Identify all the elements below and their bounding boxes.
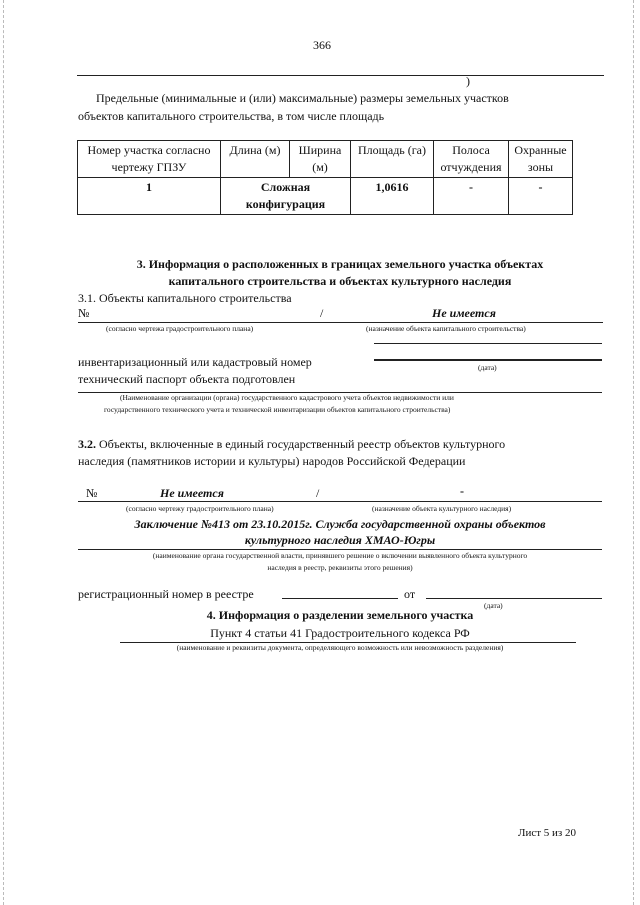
conclusion-line2: культурного наследия ХМАО-Югры <box>244 533 436 547</box>
section31-heading: 3.1. Объекты капитального строительства <box>78 291 292 305</box>
table-row <box>78 178 573 215</box>
closing-paren: ) <box>466 74 470 88</box>
org-caption-line2: государственного технического учета и технической инвентаризации объектов капитального строительства) <box>104 405 451 414</box>
section4-title: 4. Информация о разделении земельного участка <box>206 608 474 622</box>
conclusion-rule <box>78 549 602 550</box>
date-caption-2: (дата) <box>484 601 503 610</box>
caption-purpose: (назначение объекта капитального строительства) <box>366 324 526 333</box>
from-label: от <box>404 587 416 601</box>
not-available-31: Не имеется <box>432 306 496 320</box>
section32-line2: наследия (памятников истории и культуры) народов Российской Федерации <box>78 454 466 468</box>
intro-line2: объектов капитального строительства, в том числе площадь <box>78 109 385 123</box>
cell-zones: - <box>509 178 573 215</box>
header-cell-number: Номер участка согласно чертежу ГПЗУ <box>78 141 221 178</box>
section3-title-line1: 3. Информация о расположенных в границах земельного участка объектах <box>136 257 544 271</box>
cell-area: 1,0616 <box>351 178 434 215</box>
authority-caption-line1: (наименование органа государственной власти, принявшего решение о включении выявленного объекта культурного <box>152 551 528 560</box>
number-sign: № <box>78 306 90 320</box>
inventory-field-rule <box>374 343 602 344</box>
section3-title-line2: капитального строительства и объектах культурного наследия <box>168 274 512 288</box>
header-cell-zones: Охранные зоны <box>509 141 573 178</box>
authority-caption-line2: наследия в реестр, реквизиты этого решения) <box>267 563 413 572</box>
table-header-row <box>78 141 573 178</box>
scan-edge-left <box>3 0 5 905</box>
header-cell-area: Площадь (га) <box>351 141 434 178</box>
registry-number-field <box>282 598 398 599</box>
org-caption-line1: (Наименование организации (органа) государственного кадастрового учета объектов недвижимости или <box>120 393 454 402</box>
inventory-line2: технический паспорт объекта подготовлен <box>78 372 296 386</box>
header-cell-width: Ширина (м) <box>290 141 351 178</box>
cell-configuration: Сложная конфигурация <box>221 178 351 215</box>
caption-plan-32: (согласно чертежу градостроительного плана) <box>126 504 274 513</box>
rule-32 <box>78 501 602 502</box>
page-number: 366 <box>313 38 331 52</box>
dash-32: - <box>460 484 464 498</box>
cell-strip: - <box>434 178 509 215</box>
header-cell-length: Длина (м) <box>221 141 290 178</box>
parameters-table <box>77 140 573 215</box>
slash-32: / <box>316 486 320 500</box>
cell-number: 1 <box>78 178 221 215</box>
not-available-32: Не имеется <box>160 486 224 500</box>
caption-purpose-32: (назначение объекта культурного наследия) <box>372 504 512 513</box>
section4-caption: (наименование и реквизиты документа, определяющего возможность или невозможность разделения) <box>176 643 504 652</box>
rule-31 <box>78 322 603 323</box>
number-sign-32: № <box>86 486 98 500</box>
conclusion-line1: Заключение №413 от 23.10.2015г. Служба государственной охраны объектов <box>134 517 546 531</box>
section32-number: 3.2. <box>78 437 96 451</box>
date-caption-1: (дата) <box>478 363 497 372</box>
section32-text: Объекты, включенные в единый государственный реестр объектов культурного <box>96 437 506 451</box>
header-rule <box>77 75 604 76</box>
inventory-line1: инвентаризационный или кадастровый номер <box>78 355 312 369</box>
section32-line1 <box>78 437 505 452</box>
date-field-rule <box>374 360 602 361</box>
header-cell-strip: Полоса отчуждения <box>434 141 509 178</box>
scan-edge-right <box>633 0 635 905</box>
registry-number-label: регистрационный номер в реестре <box>78 587 254 601</box>
intro-line1: Предельные (минимальные и (или) максимальные) размеры земельных участков <box>96 91 509 105</box>
registry-date-field <box>426 598 602 599</box>
slash: / <box>320 306 324 320</box>
caption-plan: (согласно чертежа градостроительного плана) <box>106 324 254 333</box>
sheet-footer: Лист 5 из 20 <box>518 827 577 839</box>
section4-basis: Пункт 4 статьи 41 Градостроительного кодекса РФ <box>210 626 470 640</box>
